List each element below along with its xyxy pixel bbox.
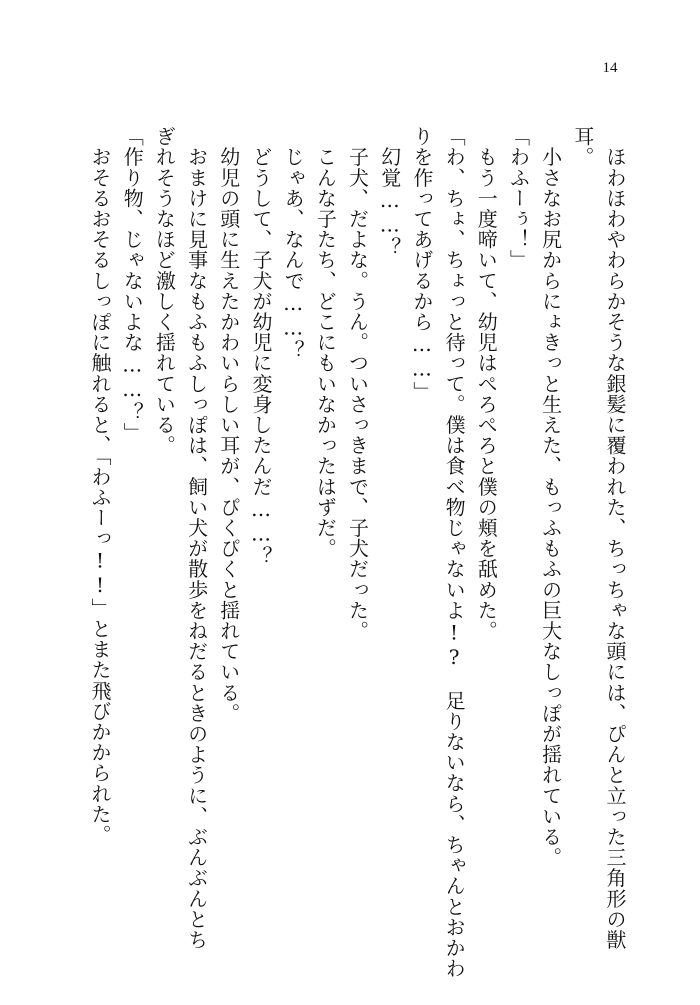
text-line: どうして、子犬が幼児に変身したんだ……？ xyxy=(248,126,273,567)
vertical-text-body xyxy=(87,126,628,979)
text-line: 「わふーぅ！」 xyxy=(506,126,531,271)
text-line: ほわほわやわらかそうな銀髪に覆われた、ちっちゃな頭には、ぴんと立った三角形の獣 xyxy=(603,126,627,950)
text-line: 小さなお尻からにょきっと生えた、もっふもふの巨大なしっぽが揺れている。 xyxy=(538,126,563,868)
text-line: こんな子たち、どこにもいなかったはずだ。 xyxy=(313,126,338,559)
page-number: 14 xyxy=(602,60,618,76)
text-line: ぎれそうなほど激しく揺れている。 xyxy=(152,126,177,456)
text-line: 「わ、ちょ、ちょっと待って。僕は食べ物じゃないよ!? 足りないなら、ちゃんとおかわ xyxy=(442,126,467,979)
text-line: もう一度啼いて、幼児はぺろぺろと僕の頬を舐めた。 xyxy=(474,126,499,641)
text-line: おまけに見事なもふもふしっぽは、飼い犬が散歩をねだるときのように、ぶんぶんとち xyxy=(184,126,209,950)
text-line: 幼児の頭に生えたかわいらしい耳が、ぴくぴくと揺れている。 xyxy=(216,126,241,724)
text-line: りを作ってあげるから……」 xyxy=(409,126,434,402)
text-line: おそるおそるしっぽに触れると、「わふーっ!!」とまた飛びかかられた。 xyxy=(88,126,112,845)
text-line: 「作り物、じゃないよな……？」 xyxy=(120,126,145,443)
text-line: 幻覚……？ xyxy=(377,126,402,258)
text-line: 耳。 xyxy=(570,126,595,168)
text-line: 子犬、だよな。うん。ついさっきまで、子犬だった。 xyxy=(345,126,370,641)
text-line: じゃあ、なんで……？ xyxy=(281,126,306,361)
